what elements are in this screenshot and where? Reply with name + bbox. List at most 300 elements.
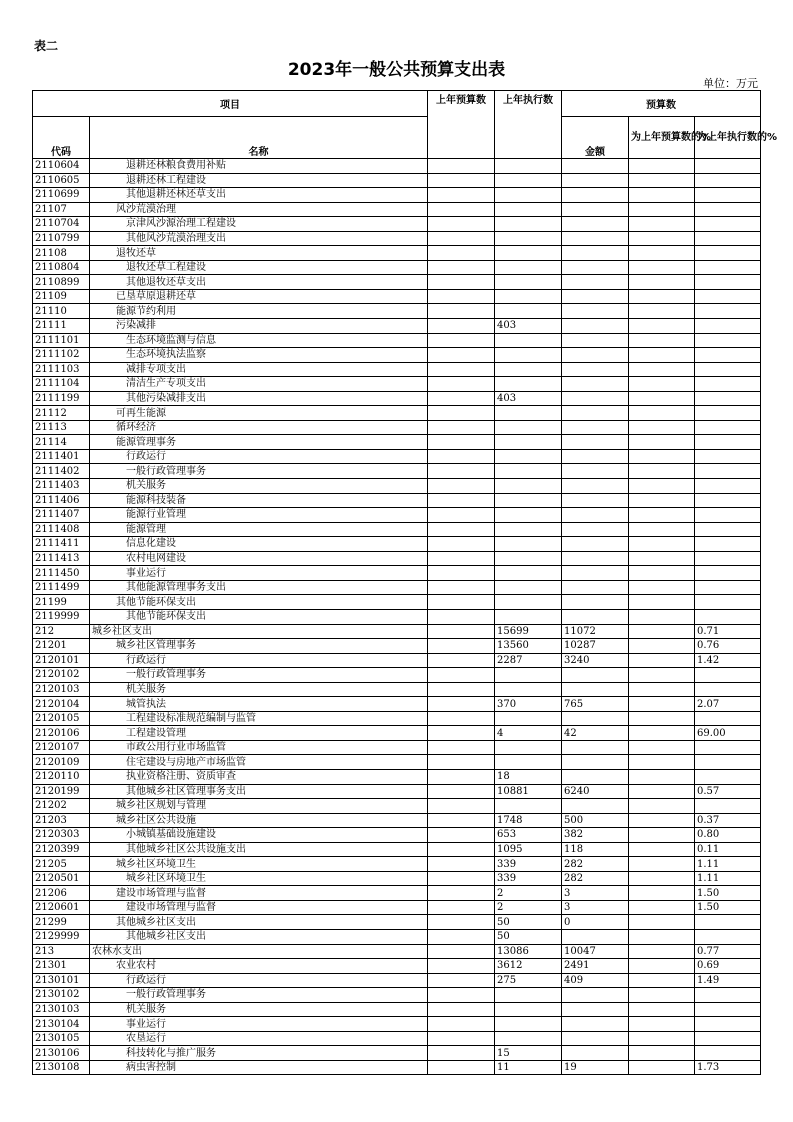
row-prev-exec — [495, 1002, 562, 1017]
table-row — [33, 988, 761, 1003]
row-name: 一般行政管理事务 — [90, 668, 428, 683]
row-prev-exec — [495, 275, 562, 290]
row-amount — [562, 449, 629, 464]
row-pct-prev-exec — [695, 217, 761, 232]
row-prev-exec — [495, 188, 562, 203]
table-row — [33, 479, 761, 494]
table-row — [33, 682, 761, 697]
row-amount — [562, 580, 629, 595]
row-prev-exec — [495, 988, 562, 1003]
row-pct-prev-exec — [695, 202, 761, 217]
row-name: 能源管理 — [90, 522, 428, 537]
row-pct-prev-exec: 1.49 — [695, 973, 761, 988]
row-pct-prev-exec — [695, 769, 761, 784]
row-prev-exec — [495, 755, 562, 770]
row-name: 能源节约利用 — [90, 304, 428, 319]
row-prev-budget — [428, 217, 495, 232]
row-pct-prev-budget — [629, 784, 695, 799]
row-code: 2120105 — [33, 711, 90, 726]
row-pct-prev-exec — [695, 464, 761, 479]
row-prev-budget — [428, 231, 495, 246]
row-prev-budget — [428, 799, 495, 814]
row-prev-exec — [495, 289, 562, 304]
row-prev-exec: 403 — [495, 391, 562, 406]
row-pct-prev-budget — [629, 697, 695, 712]
row-prev-budget — [428, 595, 495, 610]
table-row — [33, 1060, 761, 1075]
row-prev-budget — [428, 842, 495, 857]
row-name: 可再生能源 — [90, 406, 428, 421]
row-name: 一般行政管理事务 — [90, 464, 428, 479]
row-prev-exec: 2 — [495, 900, 562, 915]
row-prev-exec — [495, 1031, 562, 1046]
row-pct-prev-exec — [695, 275, 761, 290]
row-amount: 118 — [562, 842, 629, 857]
row-name: 退牧还草 — [90, 246, 428, 261]
row-prev-exec — [495, 333, 562, 348]
table-row — [33, 362, 761, 377]
row-prev-budget — [428, 828, 495, 843]
row-prev-exec — [495, 348, 562, 363]
row-pct-prev-budget — [629, 522, 695, 537]
table-row — [33, 842, 761, 857]
row-pct-prev-exec — [695, 668, 761, 683]
row-pct-prev-budget — [629, 682, 695, 697]
row-pct-prev-exec — [695, 420, 761, 435]
row-pct-prev-exec — [695, 929, 761, 944]
row-name: 减排专项支出 — [90, 362, 428, 377]
table-body — [33, 159, 761, 1075]
row-pct-prev-exec: 1.11 — [695, 857, 761, 872]
row-amount — [562, 406, 629, 421]
table-row — [33, 959, 761, 974]
row-code: 212 — [33, 624, 90, 639]
row-prev-exec: 10881 — [495, 784, 562, 799]
row-name: 清洁生产专项支出 — [90, 377, 428, 392]
row-pct-prev-exec: 0.37 — [695, 813, 761, 828]
row-code: 2130108 — [33, 1060, 90, 1075]
row-code: 21112 — [33, 406, 90, 421]
row-pct-prev-exec — [695, 537, 761, 552]
table-row — [33, 377, 761, 392]
row-pct-prev-budget — [629, 449, 695, 464]
row-prev-budget — [428, 246, 495, 261]
row-code: 2130104 — [33, 1017, 90, 1032]
row-amount: 3 — [562, 886, 629, 901]
row-name: 事业运行 — [90, 1017, 428, 1032]
row-prev-exec — [495, 711, 562, 726]
row-pct-prev-budget — [629, 959, 695, 974]
row-pct-prev-budget — [629, 580, 695, 595]
row-prev-budget — [428, 1046, 495, 1061]
row-pct-prev-exec — [695, 508, 761, 523]
row-prev-exec: 4 — [495, 726, 562, 741]
row-name: 城乡社区管理事务 — [90, 639, 428, 654]
row-code: 2110799 — [33, 231, 90, 246]
row-pct-prev-budget — [629, 813, 695, 828]
table-row — [33, 173, 761, 188]
row-code: 2111101 — [33, 333, 90, 348]
row-prev-exec: 275 — [495, 973, 562, 988]
row-amount — [562, 1031, 629, 1046]
row-pct-prev-budget — [629, 755, 695, 770]
row-code: 2120399 — [33, 842, 90, 857]
row-amount — [562, 362, 629, 377]
row-prev-exec: 50 — [495, 915, 562, 930]
table-row — [33, 246, 761, 261]
table-row — [33, 1017, 761, 1032]
row-pct-prev-exec — [695, 740, 761, 755]
table-row — [33, 973, 761, 988]
row-amount — [562, 522, 629, 537]
row-pct-prev-budget — [629, 551, 695, 566]
row-amount — [562, 479, 629, 494]
row-code: 2111499 — [33, 580, 90, 595]
row-prev-exec — [495, 668, 562, 683]
row-prev-exec — [495, 595, 562, 610]
row-amount — [562, 159, 629, 174]
table-row — [33, 580, 761, 595]
row-code: 2120104 — [33, 697, 90, 712]
row-name: 城乡社区公共设施 — [90, 813, 428, 828]
header-project: 项目 — [33, 91, 428, 117]
row-name: 城管执法 — [90, 697, 428, 712]
row-code: 2129999 — [33, 929, 90, 944]
row-prev-budget — [428, 522, 495, 537]
row-amount — [562, 1002, 629, 1017]
row-prev-exec — [495, 420, 562, 435]
row-amount — [562, 173, 629, 188]
row-amount — [562, 682, 629, 697]
table-row — [33, 653, 761, 668]
row-pct-prev-exec — [695, 609, 761, 624]
table-row — [33, 202, 761, 217]
row-code: 21109 — [33, 289, 90, 304]
row-prev-budget — [428, 319, 495, 334]
row-prev-budget — [428, 391, 495, 406]
row-amount — [562, 988, 629, 1003]
row-pct-prev-budget — [629, 508, 695, 523]
row-code: 2110699 — [33, 188, 90, 203]
row-prev-budget — [428, 362, 495, 377]
row-pct-prev-budget — [629, 871, 695, 886]
row-amount: 3 — [562, 900, 629, 915]
row-amount — [562, 333, 629, 348]
row-pct-prev-budget — [629, 377, 695, 392]
row-prev-budget — [428, 260, 495, 275]
row-pct-prev-budget — [629, 1046, 695, 1061]
row-prev-budget — [428, 697, 495, 712]
table-row — [33, 449, 761, 464]
row-amount — [562, 1046, 629, 1061]
row-name: 执业资格注册、资质审查 — [90, 769, 428, 784]
row-prev-exec — [495, 1017, 562, 1032]
row-pct-prev-exec — [695, 362, 761, 377]
table-row — [33, 435, 761, 450]
row-name: 机关服务 — [90, 1002, 428, 1017]
row-code: 21201 — [33, 639, 90, 654]
row-pct-prev-budget — [629, 1060, 695, 1075]
row-prev-exec — [495, 231, 562, 246]
row-name: 农业农村 — [90, 959, 428, 974]
row-prev-exec: 339 — [495, 857, 562, 872]
row-prev-budget — [428, 813, 495, 828]
row-prev-exec — [495, 246, 562, 261]
row-amount — [562, 348, 629, 363]
row-prev-budget — [428, 639, 495, 654]
header-code: 代码 — [33, 117, 90, 159]
row-pct-prev-exec — [695, 406, 761, 421]
row-name: 退耕还林工程建设 — [90, 173, 428, 188]
row-pct-prev-exec — [695, 1031, 761, 1046]
row-amount — [562, 551, 629, 566]
row-code: 2110899 — [33, 275, 90, 290]
row-prev-exec — [495, 449, 562, 464]
row-pct-prev-exec — [695, 682, 761, 697]
row-pct-prev-budget — [629, 711, 695, 726]
row-prev-budget — [428, 944, 495, 959]
row-pct-prev-exec: 2.07 — [695, 697, 761, 712]
row-code: 2110605 — [33, 173, 90, 188]
row-amount: 11072 — [562, 624, 629, 639]
table-row — [33, 639, 761, 654]
row-amount — [562, 435, 629, 450]
row-prev-budget — [428, 479, 495, 494]
row-amount — [562, 493, 629, 508]
row-name: 工程建设标准规范编制与监管 — [90, 711, 428, 726]
row-pct-prev-budget — [629, 595, 695, 610]
table-row — [33, 260, 761, 275]
row-prev-exec — [495, 508, 562, 523]
row-prev-budget — [428, 784, 495, 799]
row-name: 行政运行 — [90, 653, 428, 668]
row-pct-prev-budget — [629, 624, 695, 639]
row-prev-budget — [428, 406, 495, 421]
row-prev-exec: 1095 — [495, 842, 562, 857]
row-prev-budget — [428, 915, 495, 930]
row-amount: 382 — [562, 828, 629, 843]
row-pct-prev-budget — [629, 1002, 695, 1017]
row-prev-budget — [428, 493, 495, 508]
row-pct-prev-exec — [695, 319, 761, 334]
row-code: 2111103 — [33, 362, 90, 377]
row-prev-budget — [428, 973, 495, 988]
row-pct-prev-budget — [629, 566, 695, 581]
table-row — [33, 857, 761, 872]
row-amount: 10047 — [562, 944, 629, 959]
row-prev-budget — [428, 333, 495, 348]
row-name: 其他节能环保支出 — [90, 595, 428, 610]
table-row — [33, 333, 761, 348]
row-code: 21202 — [33, 799, 90, 814]
row-pct-prev-exec: 1.50 — [695, 900, 761, 915]
row-pct-prev-exec — [695, 377, 761, 392]
row-prev-exec — [495, 522, 562, 537]
row-pct-prev-budget — [629, 668, 695, 683]
row-prev-budget — [428, 668, 495, 683]
row-prev-exec: 370 — [495, 697, 562, 712]
row-name: 已垦草原退耕还草 — [90, 289, 428, 304]
row-amount: 282 — [562, 857, 629, 872]
row-amount — [562, 260, 629, 275]
row-name: 其他城乡社区公共设施支出 — [90, 842, 428, 857]
row-prev-exec — [495, 362, 562, 377]
table-row — [33, 493, 761, 508]
header-pct-prev-exec: 为上年执行数的% — [695, 117, 761, 159]
row-prev-exec — [495, 377, 562, 392]
row-amount — [562, 304, 629, 319]
row-prev-budget — [428, 1060, 495, 1075]
table-row — [33, 929, 761, 944]
table-row — [33, 508, 761, 523]
row-code: 2130105 — [33, 1031, 90, 1046]
row-prev-exec: 15699 — [495, 624, 562, 639]
row-code: 2111401 — [33, 449, 90, 464]
row-code: 2130101 — [33, 973, 90, 988]
table-row — [33, 348, 761, 363]
row-prev-budget — [428, 769, 495, 784]
row-name: 风沙荒漠治理 — [90, 202, 428, 217]
row-prev-budget — [428, 435, 495, 450]
table-row — [33, 391, 761, 406]
row-prev-exec — [495, 159, 562, 174]
row-code: 2120601 — [33, 900, 90, 915]
row-prev-exec: 3612 — [495, 959, 562, 974]
row-pct-prev-budget — [629, 231, 695, 246]
table-row — [33, 944, 761, 959]
row-pct-prev-budget — [629, 886, 695, 901]
row-pct-prev-exec — [695, 246, 761, 261]
row-name: 能源科技装备 — [90, 493, 428, 508]
row-code: 21299 — [33, 915, 90, 930]
row-pct-prev-exec — [695, 551, 761, 566]
row-name: 市政公用行业市场监管 — [90, 740, 428, 755]
row-pct-prev-exec — [695, 988, 761, 1003]
row-name: 建设市场管理与监督 — [90, 900, 428, 915]
table-row — [33, 1031, 761, 1046]
row-code: 2120501 — [33, 871, 90, 886]
table-row — [33, 740, 761, 755]
row-prev-budget — [428, 988, 495, 1003]
table-row — [33, 668, 761, 683]
row-pct-prev-exec: 0.77 — [695, 944, 761, 959]
row-prev-budget — [428, 508, 495, 523]
row-prev-budget — [428, 682, 495, 697]
row-prev-budget — [428, 900, 495, 915]
row-name: 其他城乡社区支出 — [90, 929, 428, 944]
table-row — [33, 275, 761, 290]
row-prev-exec — [495, 435, 562, 450]
row-amount — [562, 711, 629, 726]
row-pct-prev-exec — [695, 799, 761, 814]
row-pct-prev-budget — [629, 799, 695, 814]
row-prev-budget — [428, 377, 495, 392]
row-pct-prev-exec — [695, 173, 761, 188]
row-code: 2111450 — [33, 566, 90, 581]
row-pct-prev-exec — [695, 449, 761, 464]
row-name: 信息化建设 — [90, 537, 428, 552]
row-code: 2130106 — [33, 1046, 90, 1061]
row-prev-budget — [428, 173, 495, 188]
table-row — [33, 188, 761, 203]
row-prev-budget — [428, 348, 495, 363]
row-pct-prev-budget — [629, 988, 695, 1003]
table-row — [33, 464, 761, 479]
row-code: 2111406 — [33, 493, 90, 508]
row-amount — [562, 420, 629, 435]
row-prev-exec — [495, 682, 562, 697]
header-amount: 金额 — [562, 117, 629, 159]
row-amount: 409 — [562, 973, 629, 988]
table-row — [33, 420, 761, 435]
row-prev-exec — [495, 173, 562, 188]
row-pct-prev-exec — [695, 304, 761, 319]
row-pct-prev-budget — [629, 362, 695, 377]
row-name: 科技转化与推广服务 — [90, 1046, 428, 1061]
row-code: 2120101 — [33, 653, 90, 668]
row-prev-budget — [428, 871, 495, 886]
row-name: 能源管理事务 — [90, 435, 428, 450]
row-pct-prev-budget — [629, 1017, 695, 1032]
row-prev-budget — [428, 959, 495, 974]
row-amount — [562, 231, 629, 246]
row-pct-prev-budget — [629, 391, 695, 406]
row-code: 2130102 — [33, 988, 90, 1003]
row-pct-prev-budget — [629, 333, 695, 348]
row-prev-budget — [428, 726, 495, 741]
row-pct-prev-exec: 1.73 — [695, 1060, 761, 1075]
row-code: 21114 — [33, 435, 90, 450]
row-prev-budget — [428, 304, 495, 319]
row-amount — [562, 202, 629, 217]
row-code: 2111413 — [33, 551, 90, 566]
row-prev-budget — [428, 1017, 495, 1032]
row-prev-exec — [495, 479, 562, 494]
row-pct-prev-exec — [695, 595, 761, 610]
row-pct-prev-budget — [629, 639, 695, 654]
unit-label: 单位：万元 — [703, 77, 758, 90]
row-name: 农垦运行 — [90, 1031, 428, 1046]
table-row — [33, 1046, 761, 1061]
table-row — [33, 871, 761, 886]
table-row — [33, 1002, 761, 1017]
row-name: 生态环境执法监察 — [90, 348, 428, 363]
row-pct-prev-exec — [695, 435, 761, 450]
table-row — [33, 406, 761, 421]
row-pct-prev-budget — [629, 188, 695, 203]
row-name: 其他污染减排支出 — [90, 391, 428, 406]
row-prev-exec — [495, 260, 562, 275]
row-pct-prev-exec — [695, 479, 761, 494]
row-prev-exec: 13560 — [495, 639, 562, 654]
row-pct-prev-budget — [629, 944, 695, 959]
row-prev-budget — [428, 755, 495, 770]
row-pct-prev-exec — [695, 755, 761, 770]
row-amount — [562, 595, 629, 610]
row-amount — [562, 755, 629, 770]
row-amount: 282 — [562, 871, 629, 886]
row-prev-exec: 2287 — [495, 653, 562, 668]
row-name: 病虫害控制 — [90, 1060, 428, 1075]
row-amount: 500 — [562, 813, 629, 828]
row-pct-prev-budget — [629, 275, 695, 290]
row-pct-prev-exec — [695, 915, 761, 930]
row-prev-exec — [495, 202, 562, 217]
row-name: 农村电网建设 — [90, 551, 428, 566]
row-pct-prev-budget — [629, 202, 695, 217]
row-prev-budget — [428, 537, 495, 552]
table-row — [33, 522, 761, 537]
